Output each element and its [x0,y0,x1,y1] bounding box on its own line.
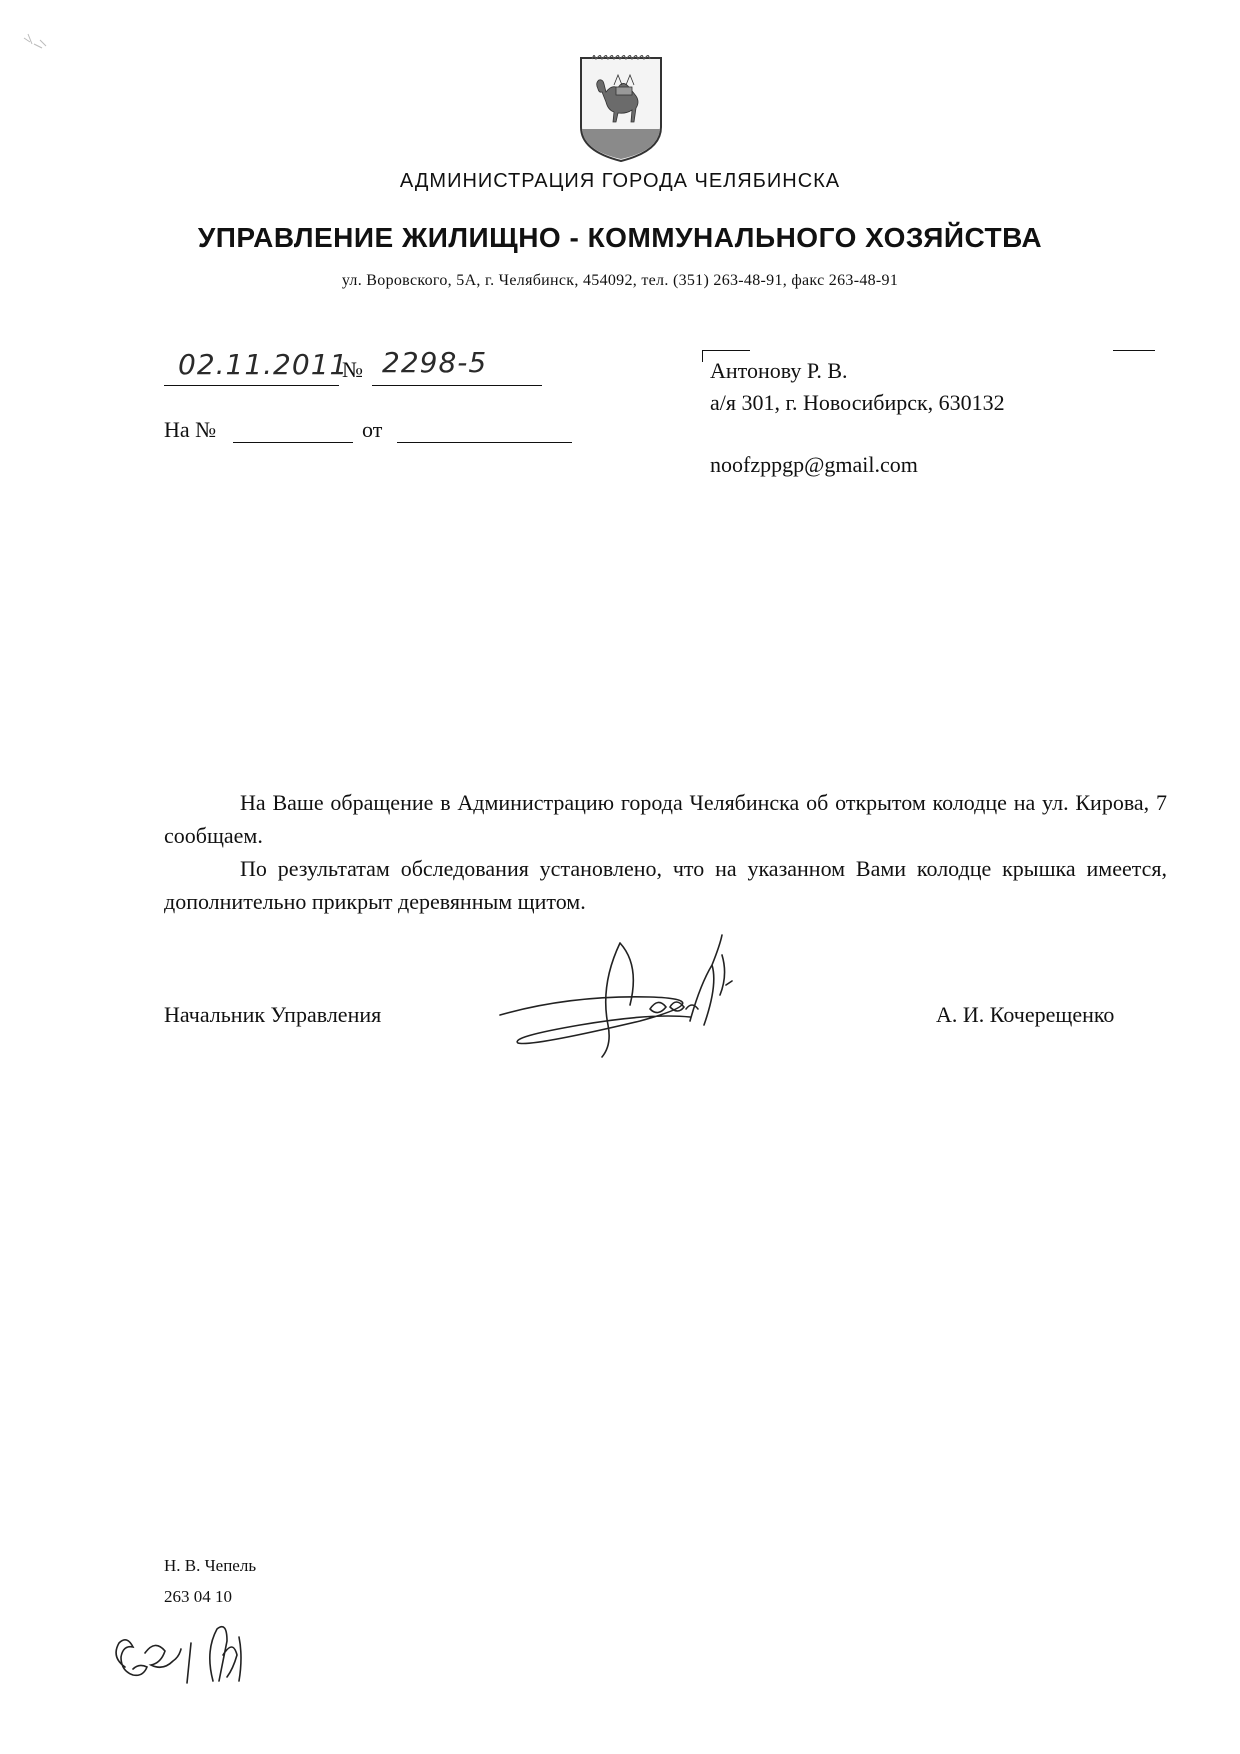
signatory-name: А. И. Кочерещенко [936,1002,1115,1027]
recipient-email: noofzppgp@gmail.com [710,452,918,477]
recipient-name: Антонову Р. В. [710,358,848,383]
reply-to-label: На № [164,417,217,442]
recipient-corner-right [1113,350,1155,351]
handwritten-initials [95,1615,295,1700]
recipient-address: а/я 301, г. Новосибирск, 630132 [710,390,1005,415]
reply-number-blank [233,442,353,443]
administration-title: АДМИНИСТРАЦИЯ ГОРОДА ЧЕЛЯБИНСКА [399,170,841,192]
handwritten-date: 02.11.2011 [178,348,349,381]
department-title: УПРАВЛЕНИЕ ЖИЛИЩНО - КОММУНАЛЬНОГО ХОЗЯЙСТВА [197,222,1043,253]
number-underline [372,385,542,386]
number-sign: № [342,357,363,382]
body-paragraph: На Ваше обращение в Администрацию города Челябинска об открытом колодце на ул. Кирова, 7 сообщаем. [164,790,1167,848]
coat-of-arms-icon [578,55,664,163]
reply-from-label: от [362,417,383,442]
reply-date-blank [397,442,572,443]
handwritten-signature [490,925,810,1085]
recipient-corner-left [702,350,750,351]
recipient-corner-left-vertical [702,350,703,362]
executor-name: Н. В. Чепель [164,1556,257,1575]
date-underline [164,385,339,386]
executor-phone: 263 04 10 [164,1587,232,1606]
handwritten-number: 2298-5 [382,346,488,379]
body-paragraph: По результатам обследования установлено, что на указанном Вами колодце крышка имеется, дополнительно прикрыт деревянным щитом. [164,856,1167,914]
scan-speck [20,28,60,58]
letter-body [164,786,1167,918]
signatory-position: Начальник Управления [164,1002,382,1027]
department-address: ул. Воровского, 5А, г. Челябинск, 454092, тел. (351) 263-48-91, факс 263-48-91 [341,272,899,289]
